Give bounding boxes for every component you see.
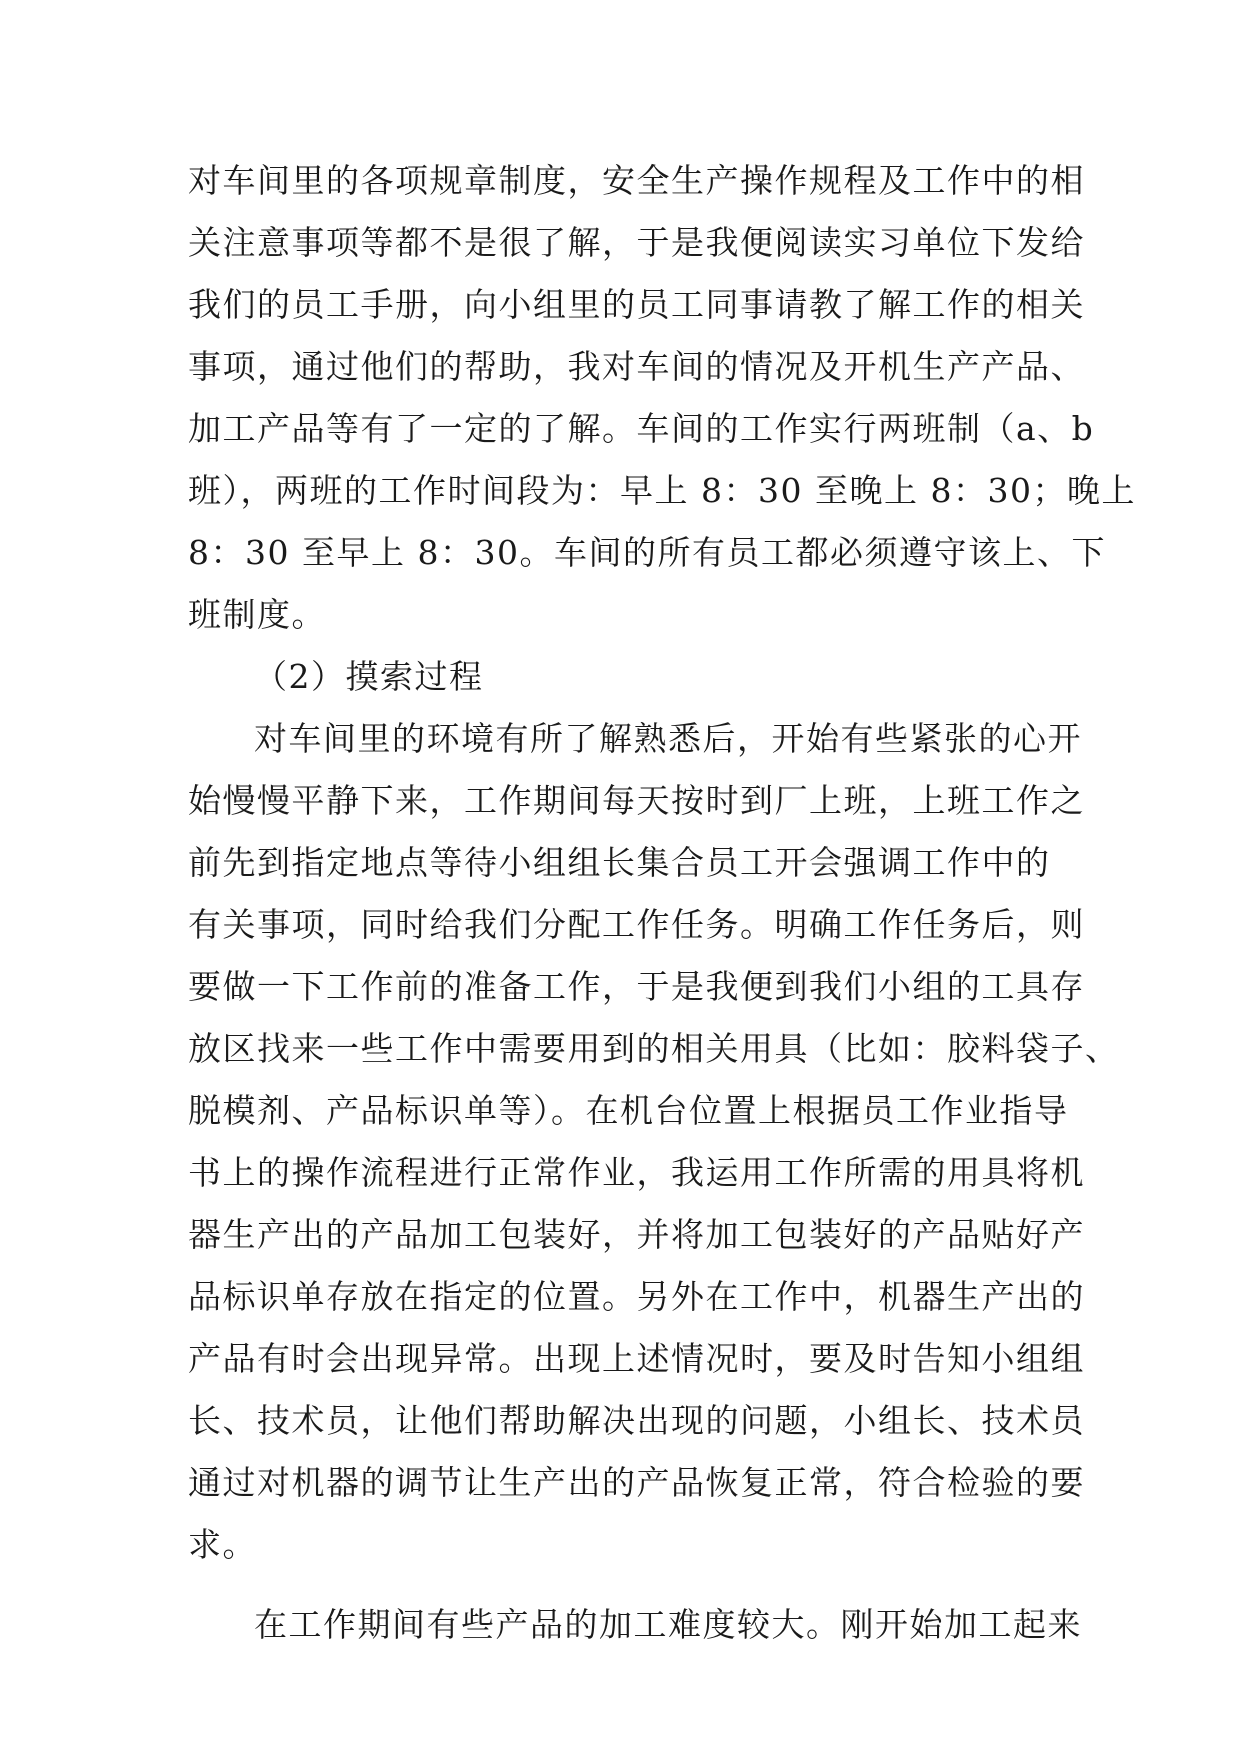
paragraph-line: 产品有时会出现异常。出现上述情况时，要及时告知小组组 [188,1339,1085,1378]
paragraph-spacer [188,1576,1068,1594]
paragraph-line: 对车间里的各项规章制度，安全生产操作规程及工作中的相 [188,161,1085,200]
section-heading: （2）摸索过程 [254,657,484,696]
paragraph-line: 放区找来一些工作中需要用到的相关用具（比如：胶料袋子、 [188,1029,1120,1068]
paragraph-line: 班制度。 [188,595,326,634]
paragraph-line: 在工作期间有些产品的加工难度较大。刚开始加工起来 [254,1605,1082,1644]
paragraph-line: 求。 [188,1525,257,1564]
paragraph-line: 有关事项，同时给我们分配工作任务。明确工作任务后，则 [188,905,1085,944]
paragraph-line: 始慢慢平静下来，工作期间每天按时到厂上班，上班工作之 [188,781,1085,820]
paragraph-line: 脱模剂、产品标识单等）。在机台位置上根据员工作业指导 [188,1091,1069,1130]
paragraph-line: 加工产品等有了一定的了解。车间的工作实行两班制（a、b [188,409,1095,448]
paragraph-line: 品标识单存放在指定的位置。另外在工作中，机器生产出的 [188,1277,1085,1316]
paragraph-line: 8：30 至早上 8：30。车间的所有员工都必须遵守该上、下 [188,533,1106,572]
paragraph-line: 要做一下工作前的准备工作，于是我便到我们小组的工具存 [188,967,1085,1006]
paragraph-line: 前先到指定地点等待小组组长集合员工开会强调工作中的 [188,843,1051,882]
paragraph-line: 器生产出的产品加工包装好，并将加工包装好的产品贴好产 [188,1215,1085,1254]
paragraph-line: 班），两班的工作时间段为：早上 8：30 至晚上 8：30；晚上 [188,471,1136,510]
paragraph-line: 事项，通过他们的帮助，我对车间的情况及开机生产产品、 [188,347,1085,386]
paragraph-line: 我们的员工手册，向小组里的员工同事请教了解工作的相关 [188,285,1085,324]
paragraph-line: 通过对机器的调节让生产出的产品恢复正常，符合检验的要 [188,1463,1085,1502]
paragraph-line: 对车间里的环境有所了解熟悉后，开始有些紧张的心开 [254,719,1082,758]
paragraph-line: 书上的操作流程进行正常作业，我运用工作所需的用具将机 [188,1153,1085,1192]
document-body [188,150,1136,1656]
paragraph-line: 长、技术员，让他们帮助解决出现的问题，小组长、技术员 [188,1401,1085,1440]
paragraph-line: 关注意事项等都不是很了解，于是我便阅读实习单位下发给 [188,223,1085,262]
